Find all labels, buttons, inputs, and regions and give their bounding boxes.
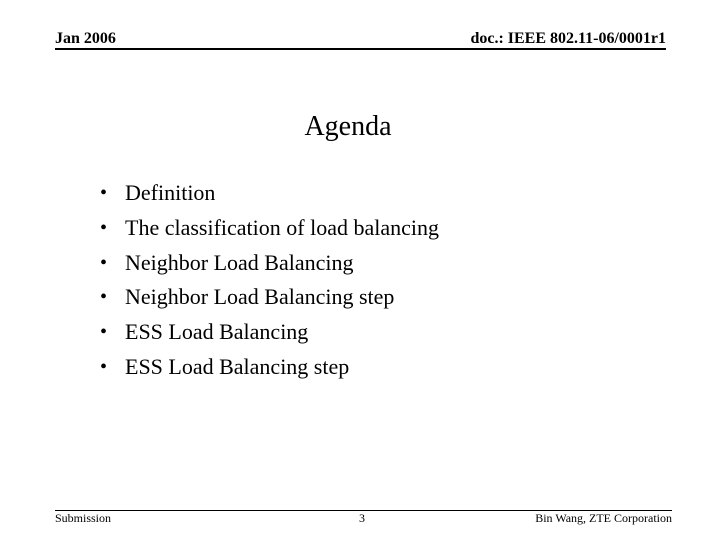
header-date: Jan 2006 [55,30,116,47]
footer-author: Bin Wang, ZTE Corporation [535,511,672,525]
list-item-text: The classification of load balancing [125,214,439,240]
bullet-icon: • [100,355,108,378]
slide-title: Agenda [304,111,392,142]
bullet-icon: • [100,216,108,239]
bullet-icon: • [100,251,108,274]
list-item-text: Neighbor Load Balancing [125,249,354,275]
bullet-icon: • [100,321,108,344]
footer-submission: Submission [55,511,112,525]
list-item-text: Neighbor Load Balancing step [125,284,395,310]
page-number: 3 [359,511,365,525]
list-item-text: Definition [125,180,216,205]
list-item-text: ESS Load Balancing [125,319,309,345]
header-doc-id: doc.: IEEE 802.11-06/0001r1 [470,30,666,47]
bullet-icon: • [100,182,108,204]
list-item-text: ESS Load Balancing step [125,353,350,379]
header-divider [55,48,666,50]
bullet-icon: • [100,286,108,309]
